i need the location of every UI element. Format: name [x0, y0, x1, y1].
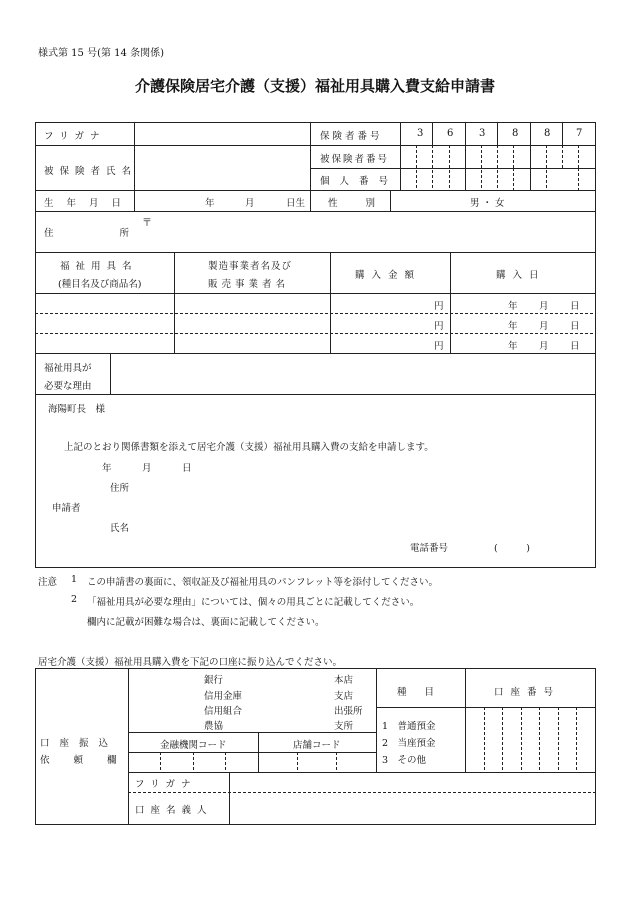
- applicant-address-label: 住所: [110, 483, 130, 494]
- applicant-label: 申請者: [52, 503, 81, 514]
- date-year-unit: 年: [508, 301, 518, 312]
- birth-day-unit: 日生: [286, 198, 306, 209]
- applicant-name-label: 氏名: [110, 523, 130, 534]
- birth-month-unit: 月: [245, 198, 255, 209]
- notes-heading: 注意: [38, 577, 58, 588]
- form-number: 様式第 15 号(第 14 条関係): [38, 48, 164, 59]
- holder-furigana-field[interactable]: [230, 773, 595, 792]
- insurer-digit: 6: [447, 128, 454, 139]
- branch-type: 支店: [334, 691, 354, 702]
- insured-name-label: 被保険者氏名: [44, 166, 138, 177]
- insurer-digit: 3: [417, 128, 424, 139]
- yen-unit: 円: [434, 341, 444, 352]
- declaration-statement: 上記のとおり関係書類を添えて居宅介護（支援）福祉用具購入費の支給を申請します。: [64, 442, 434, 453]
- phone-parens: ( ): [494, 543, 530, 554]
- note1-text: この申請書の裏面に、領収証及び福祉用具のパンフレット等を添付してください。: [87, 577, 439, 588]
- transfer-intro: 居宅介護（支援）福祉用具購入費を下記の口座に振り込んでください。: [38, 657, 343, 668]
- reason-label-line2: 必要な理由: [44, 381, 92, 392]
- date-day-unit: 日: [570, 301, 580, 312]
- branch-code-field[interactable]: [259, 753, 376, 772]
- date-month-unit: 月: [539, 301, 549, 312]
- holder-furigana-label: フリガナ: [135, 779, 197, 790]
- item-name-header: 福祉用具名: [60, 261, 138, 272]
- decl-day-unit: 日: [182, 463, 192, 474]
- insurer-digit: 3: [479, 128, 486, 139]
- account-kind-option[interactable]: 1 普通預金: [382, 721, 436, 732]
- account-kind-label: 種目: [397, 687, 453, 698]
- date-year-unit: 年: [508, 321, 518, 332]
- transfer-section-label-1: 口座振込: [40, 738, 119, 749]
- insurer-digit: 8: [544, 128, 551, 139]
- institution-code-field[interactable]: [129, 753, 258, 772]
- holder-name-field[interactable]: [230, 793, 595, 824]
- note2-text: 「福祉用具が必要な理由」については、個々の用具ごとに記載してください。: [87, 597, 420, 608]
- maker-header: 製造事業者名及び: [208, 261, 293, 272]
- personal-number-field[interactable]: [401, 169, 595, 190]
- bank-name-field[interactable]: [129, 669, 376, 732]
- account-number-field[interactable]: [466, 708, 595, 772]
- amount-header: 購入金額: [355, 270, 422, 281]
- addressee: 海陽町長 様: [48, 404, 106, 415]
- branch-type: 支所: [334, 721, 354, 732]
- furigana-label: フリガナ: [44, 131, 106, 142]
- sex-options[interactable]: 男 ・ 女: [470, 198, 505, 209]
- insured-number-label: 被保険者番号: [320, 154, 390, 165]
- yen-unit: 円: [434, 301, 444, 312]
- reason-field[interactable]: [111, 354, 595, 394]
- address-field[interactable]: [155, 212, 595, 252]
- address-label: 住所: [44, 228, 196, 239]
- decl-month-unit: 月: [142, 463, 152, 474]
- furigana-field[interactable]: [135, 123, 309, 144]
- date-year-unit: 年: [508, 341, 518, 352]
- bank-type: 農協: [204, 721, 224, 732]
- holder-name-label: 口座名義人: [135, 805, 213, 816]
- date-day-unit: 日: [570, 321, 580, 332]
- branch-type: 本店: [334, 675, 354, 686]
- insured-number-field[interactable]: [401, 146, 595, 168]
- yen-unit: 円: [434, 321, 444, 332]
- seller-header: 販売事業者名: [208, 279, 290, 290]
- page-title: 介護保険居宅介護（支援）福祉用具購入費支給申請書: [134, 77, 495, 95]
- transfer-section-label-2: 依頼欄: [40, 755, 141, 766]
- phone-label: 電話番号: [410, 543, 449, 554]
- insurer-digit: 7: [576, 128, 583, 139]
- date-month-unit: 月: [539, 341, 549, 352]
- personal-number-label: 個人番号: [320, 176, 399, 187]
- institution-code-label: 金融機関コード: [160, 740, 227, 751]
- decl-year-unit: 年: [102, 463, 112, 474]
- sex-label: 性別: [328, 198, 404, 209]
- reason-label-line1: 福祉用具が: [44, 363, 92, 374]
- note2-number: 2: [71, 594, 78, 605]
- item-name-subheader: (種目名及び商品名): [58, 279, 142, 290]
- date-header: 購入日: [496, 270, 546, 281]
- bank-type: 信用組合: [204, 706, 243, 717]
- insured-name-field[interactable]: [135, 146, 309, 190]
- date-month-unit: 月: [539, 321, 549, 332]
- account-kind-option[interactable]: 3 その他: [382, 755, 427, 766]
- note2b-text: 欄内に記載が困難な場合は、裏面に記載してください。: [87, 617, 325, 628]
- birth-year-unit: 年: [205, 198, 215, 209]
- date-day-unit: 日: [570, 341, 580, 352]
- note1-number: 1: [71, 574, 78, 585]
- account-kind-option[interactable]: 2 当座預金: [382, 738, 436, 749]
- insurer-number-label: 保険者番号: [320, 131, 383, 142]
- account-number-label: 口座番号: [494, 687, 561, 698]
- birthdate-label: 生年月日: [44, 198, 135, 209]
- bank-type: 銀行: [204, 675, 224, 686]
- insurer-digit: 8: [512, 128, 519, 139]
- branch-type: 出張所: [334, 706, 363, 717]
- bank-type: 信用金庫: [204, 691, 243, 702]
- postal-mark: 〒: [142, 218, 152, 229]
- branch-code-label: 店舗コード: [293, 740, 341, 751]
